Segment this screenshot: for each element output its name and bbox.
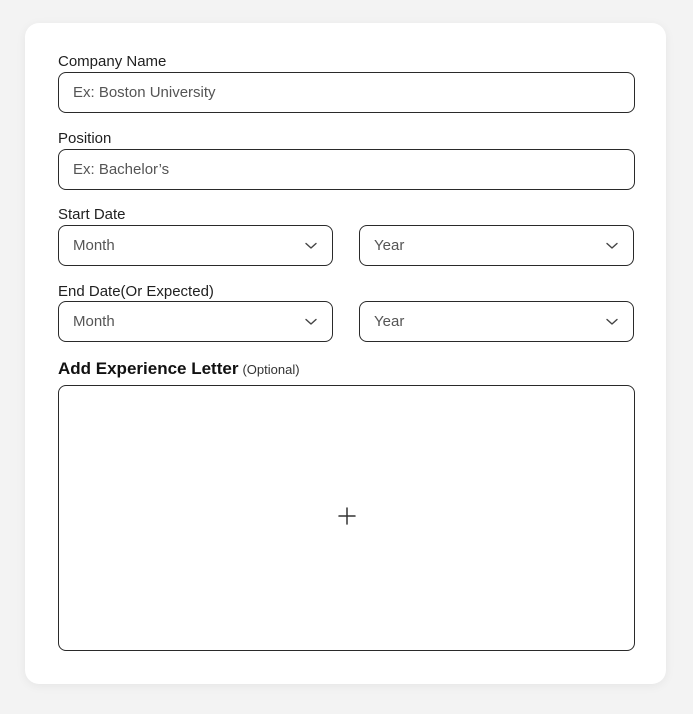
position-input[interactable] xyxy=(58,149,635,190)
position-placeholder: Ex: Bachelor’s xyxy=(73,161,170,178)
start-month-select[interactable] xyxy=(58,225,333,266)
start-year-select[interactable] xyxy=(359,225,634,266)
chevron-down-icon xyxy=(605,315,619,329)
end-year-value: Year xyxy=(374,313,405,330)
end-month-value: Month xyxy=(73,313,115,330)
start-month-value: Month xyxy=(73,237,115,254)
chevron-down-icon xyxy=(304,315,318,329)
optional-tag: (Optional) xyxy=(242,362,300,377)
company-name-label: Company Name xyxy=(58,53,167,70)
company-name-input[interactable] xyxy=(58,72,635,113)
position-label: Position xyxy=(58,130,112,147)
chevron-down-icon xyxy=(605,239,619,253)
end-date-label: End Date(Or Expected) xyxy=(58,283,214,300)
start-date-label: Start Date xyxy=(58,206,126,223)
company-name-placeholder: Ex: Boston University xyxy=(73,84,216,101)
experience-form-card xyxy=(25,23,666,684)
plus-icon xyxy=(338,507,356,530)
experience-letter-heading xyxy=(58,359,300,379)
start-year-value: Year xyxy=(374,237,405,254)
experience-letter-upload[interactable] xyxy=(58,385,635,651)
chevron-down-icon xyxy=(304,239,318,253)
end-month-select[interactable] xyxy=(58,301,333,342)
experience-letter-title: Add Experience Letter xyxy=(58,359,239,378)
end-year-select[interactable] xyxy=(359,301,634,342)
